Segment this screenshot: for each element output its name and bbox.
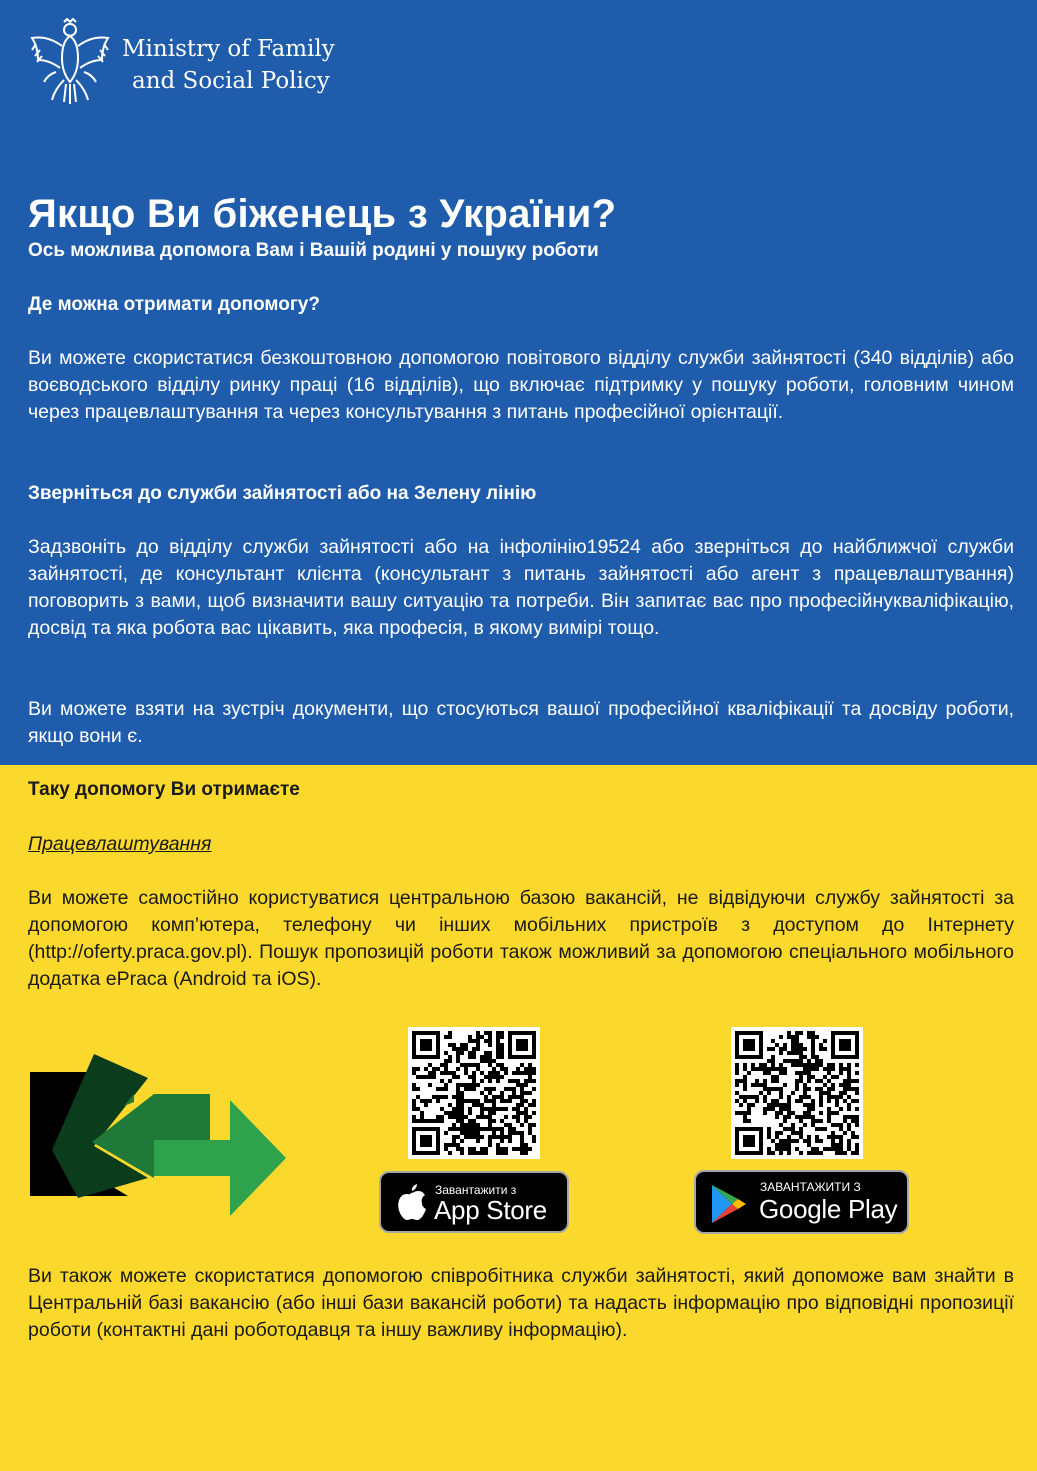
qr-code-android-icon (731, 1027, 863, 1159)
section-heading-help-received: Таку допомогу Ви отримаєте (28, 779, 300, 800)
epraca-arrows-logo-icon (30, 1050, 288, 1220)
paragraph-vacancy-database: Ви можете самостійно користуватися центральною базою вакансій, не відвідуючи службу зайнятості за допомогою комп’ютера, телефону чи інших мобільних пристроїв з доступом до Інтернету (http://oferty.praca.gov.pl). Пошук пропозицій роботи також можливий за допомогою спеціального мобільного додатка ePraca (Android та iOS). (28, 887, 1014, 990)
section-heading-where-help: Де можна отримати допомогу? (28, 294, 320, 315)
google-play-button[interactable] (694, 1170, 909, 1234)
app-store-small-label: Завантажити з (435, 1183, 517, 1197)
ministry-name (122, 33, 335, 97)
google-play-label: Google Play (759, 1194, 898, 1224)
page-subtitle: Ось можлива допомога Вам і Вашій родині у пошуку роботи (28, 240, 599, 261)
section-heading-contact: Зверніться до служби зайнятості або на Зелену лінію (28, 483, 537, 504)
page-title: Якщо Ви біженець з України? (28, 192, 617, 236)
polish-eagle-emblem-icon (28, 18, 112, 108)
ministry-line-1: Ministry of Family (122, 36, 335, 62)
qr-code-ios-icon (408, 1027, 540, 1159)
ministry-line-2: and Social Policy (132, 68, 330, 94)
paragraph-where-help: Ви можете скористатися безкоштовною допомогою повітового відділу служби зайнятості (340 відділів) або воєводського відділу ринку праці (16 відділів), що включає підтримку у пошуку роботи, головним чином через працевлаштування та через консультування з питань професійної орієнтації. (28, 347, 1014, 423)
paragraph-employment-officer: Ви також можете скористатися допомогою співробітника служби зайнятості, який допоможе вам знайти в Центральній базі вакансію (або інші бази вакансій роботи) та надасть інформацію про відповідні пропозиції роботи (контактні дані роботодавця та іншу важливу інформацію). (28, 1265, 1014, 1341)
google-play-small-label: ЗАВАНТАЖИТИ З (760, 1180, 861, 1194)
google-play-icon (709, 1183, 749, 1225)
paragraph-documents: Ви можете взяти на зустріч документи, що стосуються вашої професійної кваліфікації та досвіду роботи, якщо вони є. (28, 698, 1014, 747)
paragraph-contact: Задзвоніть до відділу служби зайнятості або на інфолінію19524 або зверніться до найближчої служби зайнятості, де консультант клієнта (консультант з питань зайнятості або агент з працевлаштування) поговорить з вами, щоб визначити вашу ситуацію та потреби. Він запитає вас про професійнукваліфікацію, досвід та яка робота вас цікавить, яка професія, в якому вимірі тощо. (28, 536, 1014, 639)
apple-icon (395, 1182, 427, 1220)
app-store-label: App Store (434, 1195, 547, 1225)
app-store-button[interactable] (379, 1171, 569, 1233)
employment-subheading: Працевлаштування (28, 833, 212, 855)
